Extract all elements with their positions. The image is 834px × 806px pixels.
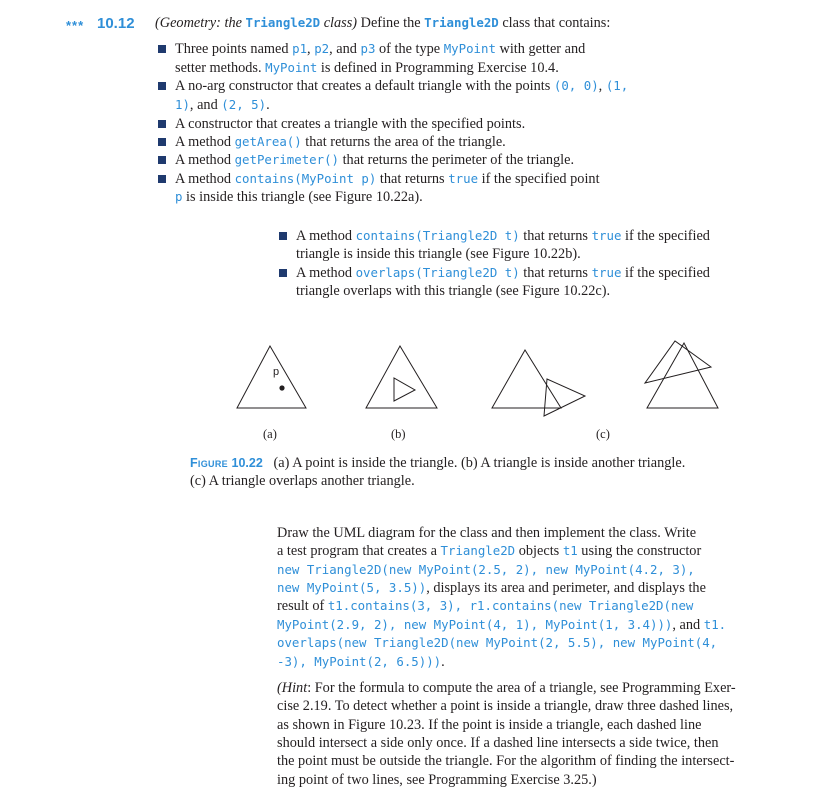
bullet-points-line1: Three points named p1, p2, and p3 of the type MyPoint with getter and (175, 41, 586, 57)
bullet-contains-triangle-line1: A method contains(Triangle2D t) that returns true if the specified (296, 228, 710, 244)
point-label: p (273, 366, 280, 378)
task-line6: MyPoint(2.9, 2), new MyPoint(4, 1), MyPoint(1, 3.4))), and t1. (277, 617, 727, 633)
hint-line1: (Hint: For the formula to compute the area of a triangle, see Programming Exer- (277, 680, 736, 696)
bullet-noarg-line2: 1), and (2, 5). (175, 97, 270, 113)
bullet-marker (158, 175, 166, 183)
triangle-a (237, 346, 306, 408)
point-p (279, 385, 284, 390)
task-line3: new Triangle2D(new MyPoint(2.5, 2), new MyPoint(4.2, 3), (277, 562, 695, 577)
exercise-title: (Geometry: the Triangle2D class) Define the Triangle2D class that contains: (155, 15, 611, 31)
task-line4: new MyPoint(5, 3.5)), displays its area and perimeter, and displays the (277, 580, 706, 596)
figure-label-a: (a) (263, 427, 277, 441)
bullet-marker (158, 45, 166, 53)
hint-line2: cise 2.19. To detect whether a point is inside a triangle, draw three dashed lines, (277, 698, 734, 714)
task-line1: Draw the UML diagram for the class and then implement the class. Write (277, 525, 697, 541)
bullet-contains-point-line2: p is inside this triangle (see Figure 10.22a). (175, 189, 423, 205)
hint-line5: the point must be outside the triangle. For the algorithm of finding the intersect- (277, 753, 735, 769)
bullet-marker (279, 232, 287, 240)
figure-caption-line1: Figure 10.22 (a) A point is inside the triangle. (b) A triangle is inside another triangle. (190, 455, 686, 471)
bullet-contains-triangle-line2: triangle is inside this triangle (see Figure 10.22b). (296, 246, 581, 262)
bullet-overlaps-line2: triangle overlaps with this triangle (see Figure 10.22c). (296, 283, 611, 299)
triangle-c1-overlap (544, 379, 585, 416)
task-line7: overlaps(new Triangle2D(new MyPoint(2, 5.5), new MyPoint(4, (277, 635, 718, 650)
bullet-marker (279, 269, 287, 277)
bullet-marker (158, 82, 166, 90)
bullet-noarg-line1: A no-arg constructor that creates a default triangle with the points (0, 0), (1, (175, 78, 629, 94)
task-line5: result of t1.contains(3, 3), r1.contains(new Triangle2D(new (277, 598, 694, 614)
bullet-marker (158, 120, 166, 128)
bullet-constructor: A constructor that creates a triangle with the specified points. (175, 116, 526, 132)
exercise-number: 10.12 (97, 15, 135, 32)
hint-line3: as shown in Figure 10.23. If the point is inside a triangle, each dashed line (277, 717, 702, 733)
figure-label-b: (b) (391, 427, 406, 441)
difficulty-stars: *** (66, 18, 85, 33)
figure-label-c: (c) (596, 427, 610, 441)
bullet-getarea: A method getArea() that returns the area of the triangle. (175, 134, 506, 150)
hint-line6: ing point of two lines, see Programming Exercise 3.25.) (277, 772, 597, 788)
bullet-overlaps-line1: A method overlaps(Triangle2D t) that returns true if the specified (296, 265, 710, 281)
bullet-marker (158, 156, 166, 164)
bullet-getperimeter: A method getPerimeter() that returns the perimeter of the triangle. (175, 152, 575, 168)
bullet-marker (158, 138, 166, 146)
task-line8: -3), MyPoint(2, 6.5))). (277, 654, 445, 670)
triangle-c2-overlap (645, 341, 711, 383)
triangle-b-inner (394, 378, 415, 401)
task-line2: a test program that creates a Triangle2D objects t1 using the constructor (277, 543, 702, 559)
figure-caption-line2: (c) A triangle overlaps another triangle. (190, 473, 415, 489)
bullet-contains-point-line1: A method contains(MyPoint p) that returns true if the specified point (175, 171, 600, 187)
triangle-b-outer (366, 346, 437, 408)
triangle-c1-outer (492, 350, 561, 408)
bullet-points-line2: setter methods. MyPoint is defined in Programming Exercise 10.4. (175, 60, 559, 76)
triangle-c2-outer (647, 343, 718, 408)
hint-line4: should intersect a side only once. If a dashed line intersects a side twice, then (277, 735, 719, 751)
